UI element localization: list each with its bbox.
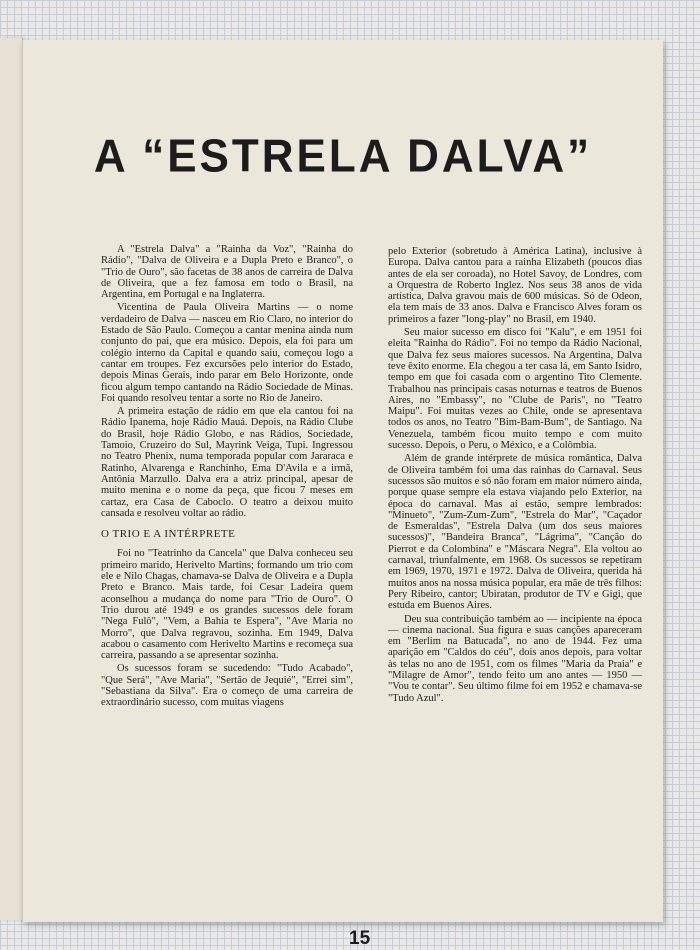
right-column [388, 246, 642, 706]
page-number: 15 [349, 928, 371, 949]
article-title: A “ESTRELA DALVA” [93, 130, 593, 183]
section-heading: O TRIO E A INTÉRPRETE [101, 528, 236, 541]
previous-page-edge [0, 38, 23, 920]
paragraph: A primeira estação de rádio em que ela cantou foi na Rádio Ipanema, hoje Rádio Mauá. Depois, na Rádio Clube do Brasil, hoje Rádio Globo, e nas Rádios, Sociedade, Tamoio, Cruzeiro do Sul, Mayrink Veiga, Tupi. Ingressou no Teatro Phenix, numa temporada popular com Jararaca e Ratinho, Alvarenga e Ranchinho, Ema D'Avila e a irmã, Antônia Marzullo. Dalva era a atriz principal, apesar de muito menina e o nome da peça, que ficou 7 meses em cartaz, era Casa de Caboclo. O teatro a deixou muito cansada e resolveu voltar ao rádio. [101, 406, 353, 519]
paragraph: A "Estrela Dalva" a "Rainha da Voz", "Rainha do Rádio", "Dalva de Oliveira e a Dupla Preto e Branco", o "Trio de Ouro", são facetas de 38 anos de carreira de Dalva de Oliveira, que a fez famosa em todo o Brasil, na Argentina, em Portugal e na Inglaterra. [101, 244, 353, 301]
paragraph: Além de grande intérprete de música romântica, Dalva de Oliveira também foi uma das rainhas do Carnaval. Seus sucessos são muitos e só não foram em maior número ainda, porque quase sempre ela estava viajando pelo Exterior, na época do carnaval. Mas aí estão, sempre lembrados: "Minueto", "Zum-Zum-Zum", "Estrela do Mar", "Caçador de Esmeraldas", "Estrela Dalva (um dos seus maiores sucessos)", "Bandeira Branca", "Lágrima", "Canção do Pierrot e da Colombina" e "Máscara Negra". Ela voltou ao carnaval, triunfalmente, em 1968. Os sucessos se repetiram em 1969, 1970, 1971 e 1972. Dalva de Oliveira, querida há muitos anos na nossa música popular, era mãe de três filhos: Pery Ribeiro, cantor; Ubiratan, produtor de TV e Gigi, que estuda em Buenos Aires. [388, 453, 642, 612]
paragraph: Seu maior sucesso em disco foi "Kalu", e em 1951 foi eleita "Rainha do Rádio". Foi no tempo da Rádio Nacional, que Dalva fez seus maiores sucessos. Na Argentina, Dalva teve êxito enorme. Ela chegou a ter casa lá, em Santo Isidro, tempo em que foi casada com o argentino Tito Clemente. Trabalhou nas principais casas noturnas e teatros de Buenos Aires, no "Embassy", no "Clube de Paris", no "Teatro Maipu". Foi muitas vezes ao Chile, onde se apresentava todos os anos, no Teatro "Bim-Bam-Bum", de Santiago. Na Venezuela, também ficou muito tempo e com muito sucesso. Depois, o Peru, o México, e a Colômbia. [388, 327, 642, 452]
paragraph: Deu sua contribuição também ao — incipiente na época — cinema nacional. Sua figura e suas canções apareceram em "Berlim na Batucada", no ano de 1944. Fez uma aparição em "Caldos do céu", dois anos depois, para voltar às telas no ano de 1951, com os filmes "Maria da Praia" e "Milagre de Amor", tendo feito um ano antes — 1950 — "Vou te contar". Seu último filme foi em 1952 e chamava-se "Tudo Azul". [388, 613, 642, 704]
paragraph: Foi no "Teatrinho da Cancela" que Dalva conheceu seu primeiro marido, Herivelto Martins; formando um trio com ele e Nilo Chagas, chamava-se Dalva de Oliveira e a Dupla Preto e Branco. Mais tarde, foi Cesar Ladeira quem aconselhou a mudança do nome para "Trio de Ouro". O Trio durou até 1949 e os grandes sucessos dele foram "Nega Fulô", "Vem, a Bahia te Espera", "Ave Maria no Morro", que Dalva regravou, sozinha. Em 1949, Dalva acabou o casamento com Herivelto Martins e recomeça sua carreira, passando a se apresentar sozinha. [101, 548, 353, 662]
magazine-page [22, 40, 663, 949]
paragraph: Os sucessos foram se sucedendo: "Tudo Acabado", "Que Será", "Ave Maria", "Sertão de Jequié", "Errei sim", "Sebastiana da Silva". Era o começo de uma carreira de extraordinário sucesso, com muitas viagens [101, 663, 353, 709]
paragraph: Vicentina de Paula Oliveira Martins — o nome verdadeiro de Dalva — nasceu em Rio Claro, no interior do Estado de São Paulo. Começou a cantar menina ainda num conjunto do pai, que era músico. Depois, ela foi para um colégio interno da Capital e quando saiu, começou logo a cantar em troupes. Fez excursões pelo interior do Estado, depois Minas Gerais, indo parar em Belo Horizonte, onde ficou algum tempo cantando na Rádio Sociedade de Minas. Foi quando resolveu tentar a sorte no Rio de Janeiro. [101, 302, 353, 404]
paragraph: pelo Exterior (sobretudo à América Latina), inclusive à Europa. Dalva cantou para a rainha Elizabeth (poucos dias antes de ela ser coroada), no Hotel Savoy, de Londres, com a Orquestra de Roberto Inglez. Nos seus 38 anos de vida artística, Dalva gravou mais de 600 músicas. Só de Odeon, ela tem mais de 33 anos. Dalva e Francisco Alves foram os primeiros a fazer "long-play" no Brasil, em 1940. [388, 246, 642, 325]
left-column [101, 244, 353, 711]
